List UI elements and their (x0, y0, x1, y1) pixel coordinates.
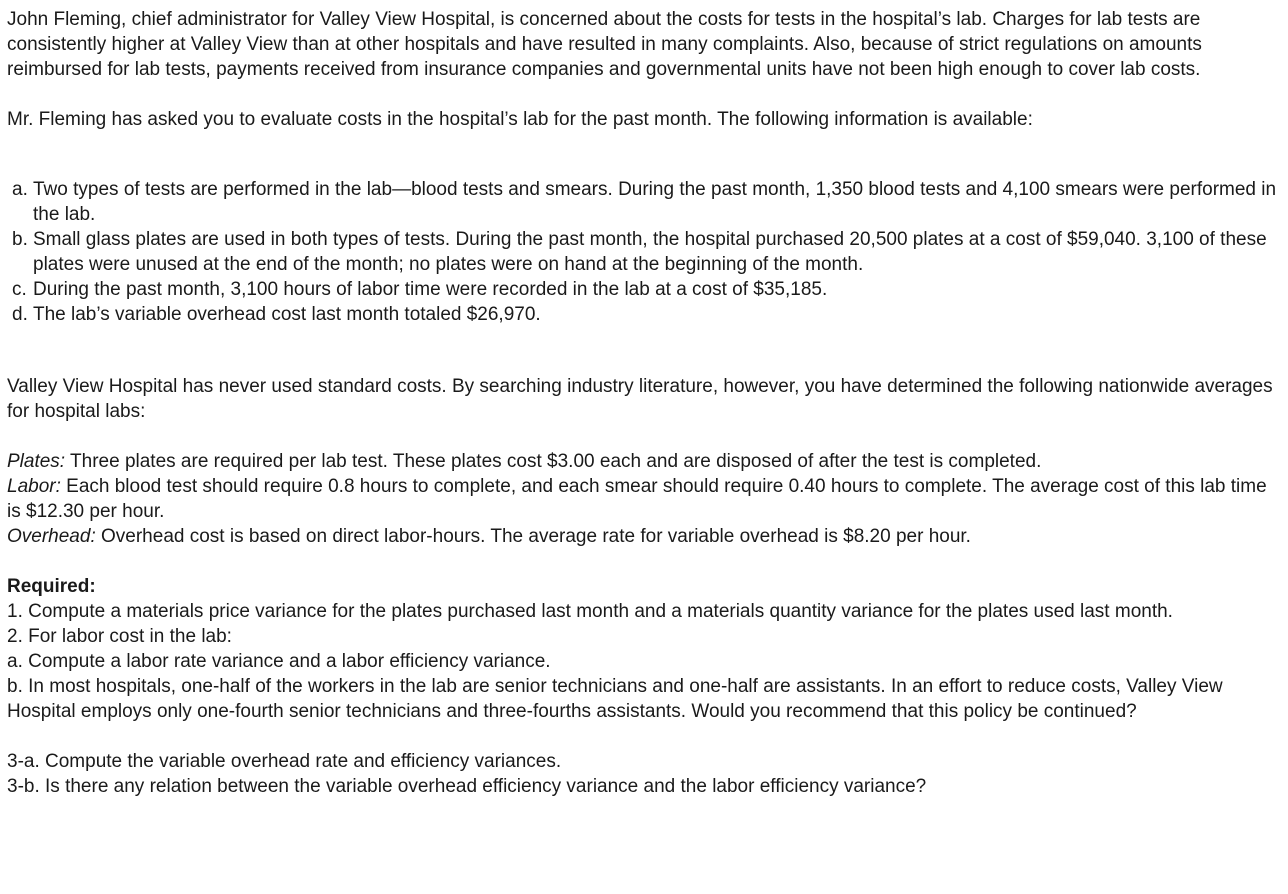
list-marker: c. (12, 279, 27, 300)
ask-paragraph: Mr. Fleming has asked you to evaluate costs in the hospital’s lab for the past month. The following information is available: (7, 109, 1033, 130)
nationwide-averages (7, 449, 1278, 549)
overhead-standard (7, 524, 1278, 549)
question-3b: 3-b. Is there any relation between the variable overhead efficiency variance and the labor efficiency variance? (7, 776, 927, 797)
required-section (7, 574, 1278, 724)
labor-standard (7, 474, 1278, 524)
question-2b: b. In most hospitals, one-half of the workers in the lab are senior technicians and one-half are assistants. In an effort to reduce costs, Valley View Hospital employs only one-fourth senior technicians and three-fourths assistants. Would you recommend that this policy be continued? (7, 676, 1223, 722)
list-item (7, 302, 1278, 327)
question-2a: a. Compute a labor rate variance and a labor efficiency variance. (7, 651, 551, 672)
list-item-text: The lab’s variable overhead cost last month totaled $26,970. (33, 304, 541, 325)
list-marker: d. (12, 304, 28, 325)
labor-text: Each blood test should require 0.8 hours to complete, and each smear should require 0.40 hours to complete. The average cost of this lab time is $12.30 per hour. (7, 476, 1267, 522)
question-2: 2. For labor cost in the lab: (7, 626, 232, 647)
plates-text: Three plates are required per lab test. These plates cost $3.00 each and are disposed of after the test is completed. (65, 451, 1042, 472)
question-3a: 3-a. Compute the variable overhead rate and efficiency variances. (7, 751, 562, 772)
list-marker: a. (12, 179, 28, 200)
list-item (7, 177, 1278, 227)
overhead-label: Overhead: (7, 526, 96, 547)
plates-standard (7, 449, 1278, 474)
question-1: 1. Compute a materials price variance for the plates purchased last month and a materials quantity variance for the plates used last month. (7, 601, 1173, 622)
list-item-text: Two types of tests are performed in the lab—blood tests and smears. During the past month, 1,350 blood tests and 4,100 smears were performed in the lab. (33, 179, 1277, 225)
labor-label: Labor: (7, 476, 61, 497)
overhead-text: Overhead cost is based on direct labor-hours. The average rate for variable overhead is $8.20 per hour. (95, 526, 971, 547)
list-item (7, 227, 1278, 277)
list-item-text: During the past month, 3,100 hours of labor time were recorded in the lab at a cost of $35,185. (33, 279, 828, 300)
required-title: Required: (7, 576, 96, 597)
question-3-section (7, 749, 1278, 799)
standards-intro-paragraph: Valley View Hospital has never used standard costs. By searching industry literature, however, you have determined the following nationwide averages for hospital labs: (7, 376, 1273, 422)
list-marker: b. (12, 229, 28, 250)
list-item-text: Small glass plates are used in both types of tests. During the past month, the hospital purchased 20,500 plates at a cost of $59,040. 3,100 of these plates were unused at the end of the month; no plates were on hand at the beginning of the month. (33, 229, 1267, 275)
list-item (7, 277, 1278, 302)
intro-paragraph: John Fleming, chief administrator for Valley View Hospital, is concerned about the costs for tests in the hospital’s lab. Charges for lab tests are consistently higher at Valley View than at other hospitals and have resulted in many complaints. Also, because of strict regulations on amounts reimbursed for lab tests, payments received from insurance companies and governmental units have not been high enough to cover lab costs. (7, 9, 1202, 80)
info-list (7, 177, 1278, 327)
plates-label: Plates: (7, 451, 66, 472)
